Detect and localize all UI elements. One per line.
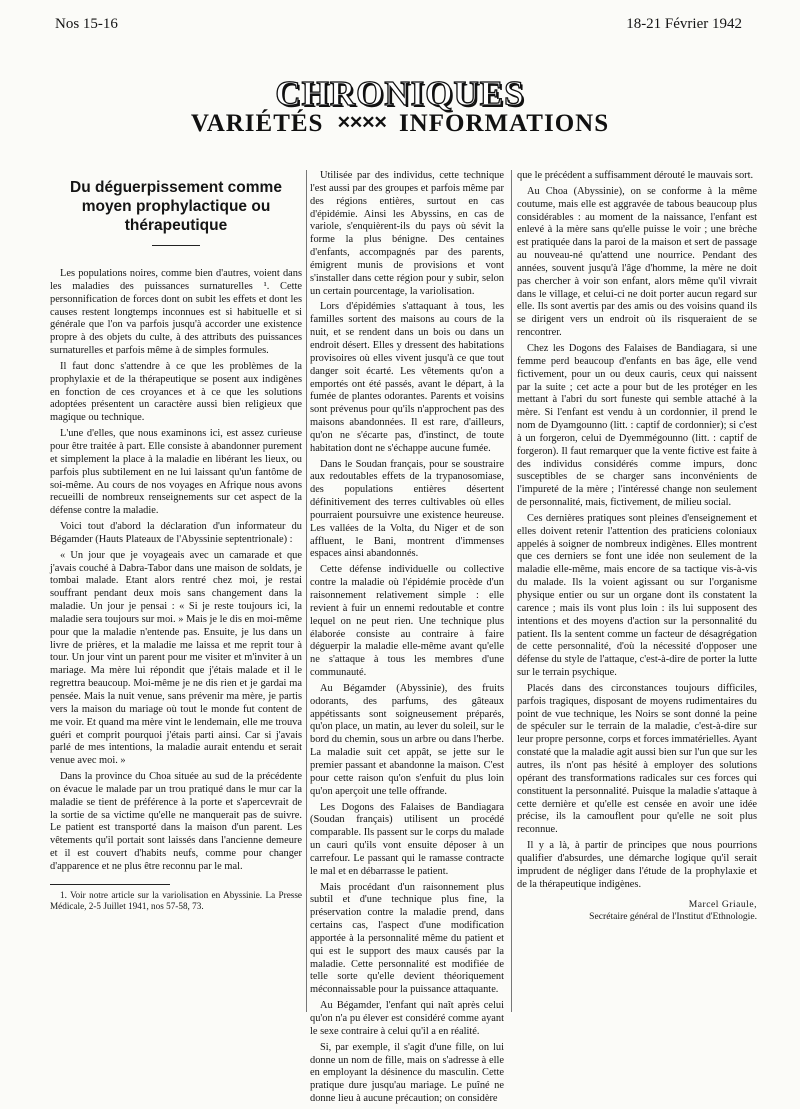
column-1 <box>50 170 302 916</box>
masthead-left: VARIÉTÉS <box>190 110 324 137</box>
paragraph: Mais procédant d'un raisonnement plus subtil et d'une technique plus fine, la préservation contre la maladie prend, dans certains cas, l'aspect d'une modification apportée à la personnalité même du patient et qui est le support des maux causés par la maladie. Cette personnalité est modifiée de telle sorte qu'elle devient théoriquement méconnaissable pour la puissance attaquante. <box>310 881 504 996</box>
column-2-body <box>310 170 504 1106</box>
paragraph: Les populations noires, comme bien d'autres, voient dans les maladies des puissances surnaturelles ¹. Cette personnification de forces dont on subit les effets et dont les causes restent longtemps inconnues est si habituelle et si générale que l'on va parfois jusqu'à accorder une existence propre à des objets du culte, à des attributs des puissances surnaturelles et parfois même à de simples formules. <box>50 268 302 357</box>
paragraph: Dans la province du Choa située au sud de la précédente on évacue le malade par un trou pratiqué dans le mur car la maladie se tient de préférence à la porte et s'apercevrait de la sortie de sa victime qu'elle ne manquerait pas de suivre. Le patient est transporté dans la maison d'un parent. Les vêtements qu'il portait sont laissés dans l'ancienne demeure et il est couvert d'habits neufs, comme pour changer d'apparence et ne plus être reconnu par le mal. <box>50 771 302 872</box>
paragraph: Lors d'épidémies s'attaquant à tous, les familles sortent des maisons au cours de la nuit, et se rendent dans un bois ou dans un endroit désert. Elles y dressent des habitations provisoires où elles vivent jusqu'à ce que tout danger soit écarté. Les vêtements qu'on a emportés ont été passés, avant le départ, à la fumée de plantes odorantes. Parents et voisins sont prévenus pour qu'ils n'approchent pas des maisons abandonnées. Il est rare, d'ailleurs, qu'on ne s'écarte pas, d'instinct, de toute habitation dont ne s'échappe aucune fumée. <box>310 301 504 454</box>
column-1-body <box>50 268 302 874</box>
paragraph: que le précédent a suffisamment dérouté le mauvais sort. <box>517 170 754 181</box>
issue-date: 18-21 Février 1942 <box>626 16 742 32</box>
column-2 <box>310 170 504 1109</box>
footnote: 1. Voir notre article sur la variolisation en Abyssinie. La Presse Médicale, 2-5 Juillet 1941, nos 57-58, 73. <box>50 889 302 912</box>
title-rule <box>152 245 200 246</box>
author-name: Marcel Griaule, <box>688 899 757 911</box>
paragraph: Voici tout d'abord la déclaration d'un informateur du Bégamder (Hauts Plateaux de l'Abyssinie septentrionale) : <box>50 521 302 545</box>
paragraph: Utilisée par des individus, cette technique l'est aussi par des groupes et parfois même par des régions entières, surtout en cas d'épidémie. Ainsi les Abyssins, en cas de variole, s'enquièrent-ils du pays où sévit la forme la plus bénigne. Des centaines d'enfants, accompagnés par des parents, émigrent munis de provisions et vont s'installer dans cette région pour y subir, selon un certain pourcentage, la variolisation. <box>310 170 504 297</box>
paragraph: Il y a là, à partir de principes que nous pourrions qualifier d'absurdes, une démarche logique qu'il serait imprudent de négliger dans l'étude de la prophylaxie et de la thérapeutique indigènes. <box>517 840 757 890</box>
column-divider <box>306 170 307 1012</box>
paragraph: Les Dogons des Falaises de Bandiagara (Soudan français) utilisent un procédé comparable. Ils passent sur le corps du malade un cauri qu'ils vont ensuite déposer à un carrefour. Le passant qui le ramasse contracte le mal et en débarrasse le patient. <box>310 801 504 877</box>
paragraph: Il faut donc s'attendre à ce que les problèmes de la prophylaxie et de la thérapeutique se posent aux indigènes en fonction de ces croyances et à ce que les solutions adoptées présentent un caractère aussi bien religieux que magique ou technique. <box>50 360 302 424</box>
page-header <box>55 12 742 38</box>
ornament-icon: ✕✕✕✕ <box>336 113 386 132</box>
paragraph: Chez les Dogons des Falaises de Bandiagara, si une femme perd beaucoup d'enfants en bas âge, elle vend fictivement, pour un ou deux cauris, ceux qui naissent par la suite ; cet acte a pour but de les protéger en les mettant à l'abri du sort funeste qui semble attaché à la mère. Si l'enfant est vendu à un cordonnier, il prend le nom de Dyamgounno (litt. : captif de cordonnier); si c'est à un forgeron, celui de Dyemmégounno (litt. : captif de forgeron). Il faut remarquer que la vente fictive est faite à des individus considérés comme impurs, donc susceptibles de se charger sans inconvénients de l'impureté de la mère ; l'intéressé change non seulement de personnalité, mais, fictivement, de milieu social. <box>517 342 757 509</box>
column-divider <box>511 170 512 1012</box>
paragraph: Ces dernières pratiques sont pleines d'enseignement et elles doivent retenir l'attention des praticiens coloniaux appelés à soigner de nombreux indigènes. Elles montrent que ces derniers se font une idée non seulement de la maladie elle-même, mais encore de sa tactique vis-à-vis du malade. Ils la voient agissant ou sur l'organisme physique entier ou sur un organe dont ils constatent la carence ; mais ils vont plus loin : ils lui supposent des intentions et des moyens d'action sur la personnalité du patient. Ils la sentent comme un facteur de désagrégation de cette personnalité, d'où la nécessité d'opposer une défense du style de l'attaque, c'est-à-dire de porter la lutte sur le terrain psychique. <box>517 512 757 679</box>
paragraph: Cette défense individuelle ou collective contre la maladie où l'épidémie procède d'un raisonnement relativement simple : elle revient à fuir un ennemi redoutable et contre lequel on ne peut rien. Une technique plus élaborée consiste au contraire à faire déguerpir la maladie elle-même avant qu'elle ne s'attaque à tous les membres d'une communauté. <box>310 564 504 679</box>
paragraph: Si, par exemple, il s'agit d'une fille, on lui donne un nom de fille, mais on s'adresse à elle en employant la désinence du masculin. Cette pratique dure jusqu'au mariage. Le puîné ne donne lieu à aucune précaution; on considère <box>310 1041 504 1105</box>
article-title: Du déguerpissement comme moyen prophylactique ou thérapeutique <box>70 179 282 234</box>
paragraph: Au Bégamder, l'enfant qui naît après celui qu'on n'a pu élever est considéré comme ayant le sexe contraire à celui qu'il a en réalité. <box>310 1000 504 1037</box>
masthead-subtitle <box>0 110 800 138</box>
paragraph: Placés dans des circonstances toujours difficiles, parfois tragiques, disposant de moyens rudimentaires du point de vue technique, les Noirs se sont donné la peine de spéculer sur le terrain de la maladie, c'est-à-dire sur leur propre personne, corps et forces immatérielles. Ayant constaté que la maladie agit aussi bien sur l'un que sur les autres, ils n'ont pas hésité à employer des solutions opérant des transformations radicales sur ces forces qui constituent la personnalité. Puisque la maladie s'attaque à cette dernière et qu'elle est censée en avoir une idée précise, ils la camouflent pour qu'elle ne soit plus reconnue. <box>517 682 757 836</box>
signature <box>517 899 757 923</box>
author-role: Secrétaire général de l'Institut d'Ethnologie. <box>589 911 757 923</box>
masthead-right: INFORMATIONS <box>398 110 610 137</box>
footnote-rule <box>50 884 170 885</box>
paragraph: « Un jour que je voyageais avec un camarade et que j'avais couché à Dabra-Tabor dans une maison de soldats, je tombai malade. Etant alors rentré chez moi, je restai souffrant pendant deux mois sans changement dans la maladie. Un jour je pensai : « Si je reste toujours ici, la maladie sera toujours sur moi. » Mais je le dis en moi-même pour que la maladie n'entende pas. Ensuite, je lus dans un livre de prières, et la maladie me laissa et me reprit tour à tour. Un jour vint un parent pour me visiter et m'inviter à un mariage. Ma mère lui répondit que j'étais malade et il le regrettra beaucoup. Moi-même je ne dis rien et je gardai ma pensée. Mais la nuit venue, sans prévenir ma mère, je partis vers la maison du mariage où tout le monde fut content de me voir. Et quand ma mère vint le lendemain, elle me trouva guéri et comprit pourquoi j'étais parti ainsi. Car si j'avais parlé de mes intentions, la maladie aurait entendu et serait venue avec moi. » <box>50 549 302 767</box>
paragraph: Au Bégamder (Abyssinie), des fruits odorants, des parfums, des gâteaux appétissants sont soigneusement préparés, qu'on place, un matin, au lever du soleil, sur le bord du chemin, sous un arbre ou dans l'herbe. La maladie suit cet appât, se jette sur le premier passant et abandonne la maison. C'est pour cette raison qu'on s'enfuit du plus loin qu'on aperçoit une telle offrande. <box>310 682 504 797</box>
masthead-title: CHRONIQUES <box>275 74 525 113</box>
column-3 <box>517 170 757 923</box>
paragraph: Dans le Soudan français, pour se soustraire aux redoutables effets de la trypanosomiase, des populations entières désertent définitivement des terres cultivables où elles pourraient poursuivre une existence heureuse. Les vallées de la Volta, du Niger et de son affluent, le Bani, montrent d'immenses espaces ainsi abandonnés. <box>310 458 504 560</box>
issue-number: Nos 15-16 <box>55 16 118 32</box>
column-3-body <box>517 170 757 891</box>
paragraph: Au Choa (Abyssinie), on se conforme à la même coutume, mais elle est aggravée de tabous beaucoup plus considérables : au moment de la naissance, l'enfant est enlevé à la mère sans qu'elle puisse le voir ; une brèche est pratiquée dans la paroi de la maison et sert de passage au nouveau-né qu'attend une nourrice. Pendant des années, souvent jusqu'à l'âge d'homme, la mère ne doit pas chercher à voir son enfant, alors même qu'il vivrait dans le village, et celui-ci ne doit porter aucun regard sur elle. Ils sont avertis par des amis ou des voisins quand ils se dirigent vers un endroit où ils risqueraient de se rencontrer. <box>517 185 757 339</box>
paragraph: L'une d'elles, que nous examinons ici, est assez curieuse pour être traitée à part. Elle consiste à abandonner purement et simplement la place à la maladie en libérant les lieux, ou parfois plus subtilement en ne lui laissant qu'un fantôme de soi-même. Au cours de nos voyages en Afrique nous avons recueilli de nombreux renseignements sur cet aspect de la défense contre la maladie. <box>50 428 302 517</box>
